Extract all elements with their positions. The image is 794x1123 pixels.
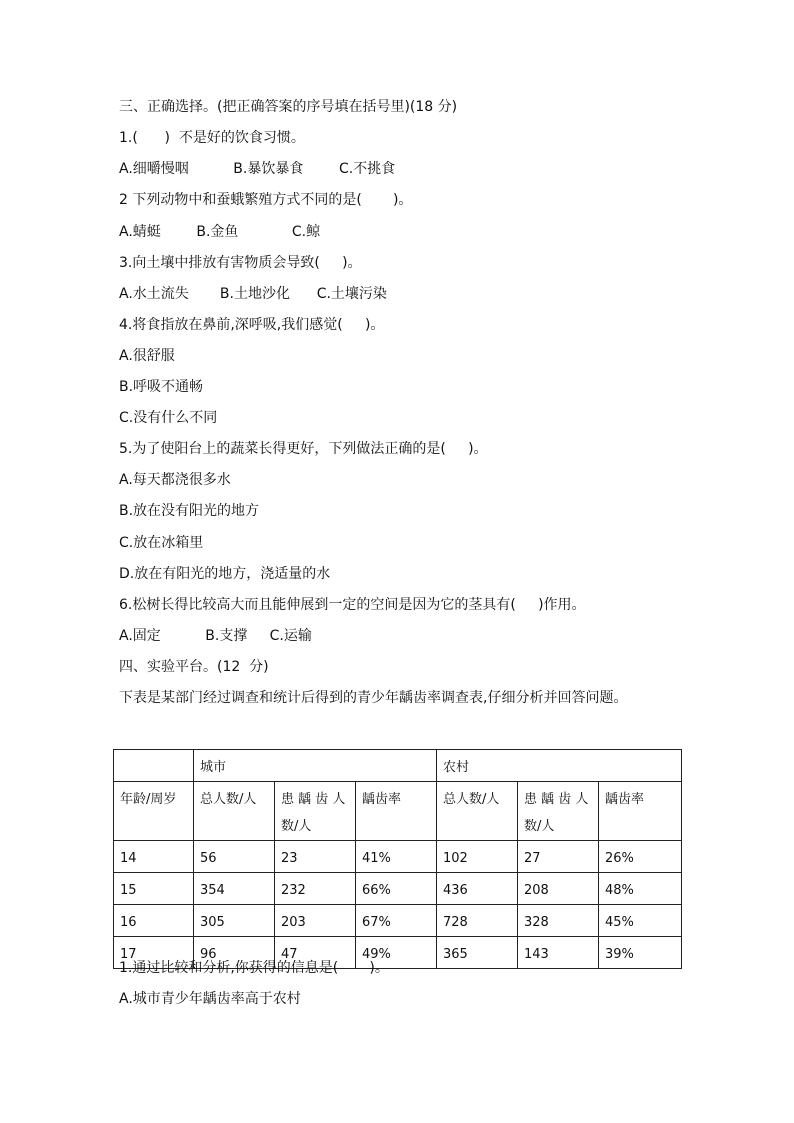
section-4-heading: 四、实验平台。(12 分) [119, 659, 269, 675]
question-2-stem: 2 下列动物中和蚕蛾繁殖方式不同的是( )。 [119, 192, 413, 208]
table-subheader-rural-caries: 患 龋 齿 人 数/人 [518, 782, 599, 841]
table-group-header-row [114, 750, 682, 782]
table-cell: 305 [194, 905, 275, 937]
table-cell: 728 [437, 905, 518, 937]
table-cell: 23 [275, 841, 356, 873]
table-group-city: 城市 [194, 750, 437, 782]
table-subheader-rural-total: 总人数/人 [437, 782, 518, 841]
table-cell: 203 [275, 905, 356, 937]
table-group-rural: 农村 [437, 750, 682, 782]
table-cell: 67% [356, 905, 437, 937]
question-4-option-c: C.没有什么不同 [119, 410, 218, 426]
question-3-stem: 3.向土壤中排放有害物质会导致( )。 [119, 255, 362, 271]
table-cell: 436 [437, 873, 518, 905]
section-3-heading: 三、正确选择。(把正确答案的序号填在括号里)(18 分) [119, 99, 458, 115]
question-1-stem: 1.( ) 不是好的饮食习惯。 [119, 130, 305, 146]
table-row [114, 873, 682, 905]
table-cell-age: 16 [114, 905, 194, 937]
table-cell: 365 [437, 937, 518, 969]
table-cell: 208 [518, 873, 599, 905]
table-cell: 26% [599, 841, 682, 873]
question-6-stem: 6.松树长得比较高大而且能伸展到一定的空间是因为它的茎具有( )作用。 [119, 597, 586, 613]
table-cell: 48% [599, 873, 682, 905]
question-6-options: A.固定 B.支撑 C.运输 [119, 628, 312, 644]
question-5-stem: 5.为了使阳台上的蔬菜长得更好，下列做法正确的是( )。 [119, 441, 488, 457]
table-cell-age: 15 [114, 873, 194, 905]
table-cell-age: 17 [114, 937, 194, 969]
question-5-option-c: C.放在冰箱里 [119, 535, 204, 551]
table-cell: 232 [275, 873, 356, 905]
question-4-stem: 4.将食指放在鼻前,深呼吸,我们感觉( )。 [119, 317, 385, 333]
table-subheader-city-rate: 龋齿率 [356, 782, 437, 841]
question-5-option-a: A.每天都浇很多水 [119, 472, 231, 488]
table-cell: 56 [194, 841, 275, 873]
table-cell: 66% [356, 873, 437, 905]
question-5-option-d: D.放在有阳光的地方，浇适量的水 [119, 566, 331, 582]
table-subheader-row [114, 782, 682, 841]
table-cell: 354 [194, 873, 275, 905]
question-5-option-b: B.放在没有阳光的地方 [119, 503, 260, 519]
table-row [114, 905, 682, 937]
question-3-options: A.水土流失 B.土地沙化 C.土壤污染 [119, 286, 387, 302]
table-subheader-rural-rate: 龋齿率 [599, 782, 682, 841]
table-corner-cell [114, 750, 194, 782]
table-row [114, 841, 682, 873]
question-4-option-a: A.很舒服 [119, 348, 175, 364]
section-4-intro: 下表是某部门经过调查和统计后得到的青少年龋齿率调查表,仔细分析并回答问题。 [119, 690, 628, 706]
question-2-options: A.蜻蜓 B.金鱼 C.鲸 [119, 224, 321, 240]
table-subheader-city-total: 总人数/人 [194, 782, 275, 841]
question-1-options: A.细嚼慢咽 B.暴饮暴食 C.不挑食 [119, 161, 396, 177]
table-subheader-city-caries: 患 龋 齿 人 数/人 [275, 782, 356, 841]
table-cell: 102 [437, 841, 518, 873]
table-cell: 41% [356, 841, 437, 873]
table-cell: 45% [599, 905, 682, 937]
caries-survey-table [113, 749, 682, 969]
table-row-header: 年龄/周岁 [114, 782, 194, 841]
table-cell: 143 [518, 937, 599, 969]
table-cell: 328 [518, 905, 599, 937]
section-4-question-1: 1.通过比较和分析,你获得的信息是( )。 [119, 960, 389, 976]
table-cell: 39% [599, 937, 682, 969]
table-cell: 47 [275, 937, 356, 969]
table-cell: 96 [194, 937, 275, 969]
table-cell-age: 14 [114, 841, 194, 873]
table-cell: 27 [518, 841, 599, 873]
section-4-question-1-option-a: A.城市青少年龋齿率高于农村 [119, 991, 301, 1007]
question-4-option-b: B.呼吸不通畅 [119, 379, 204, 395]
table-cell: 49% [356, 937, 437, 969]
